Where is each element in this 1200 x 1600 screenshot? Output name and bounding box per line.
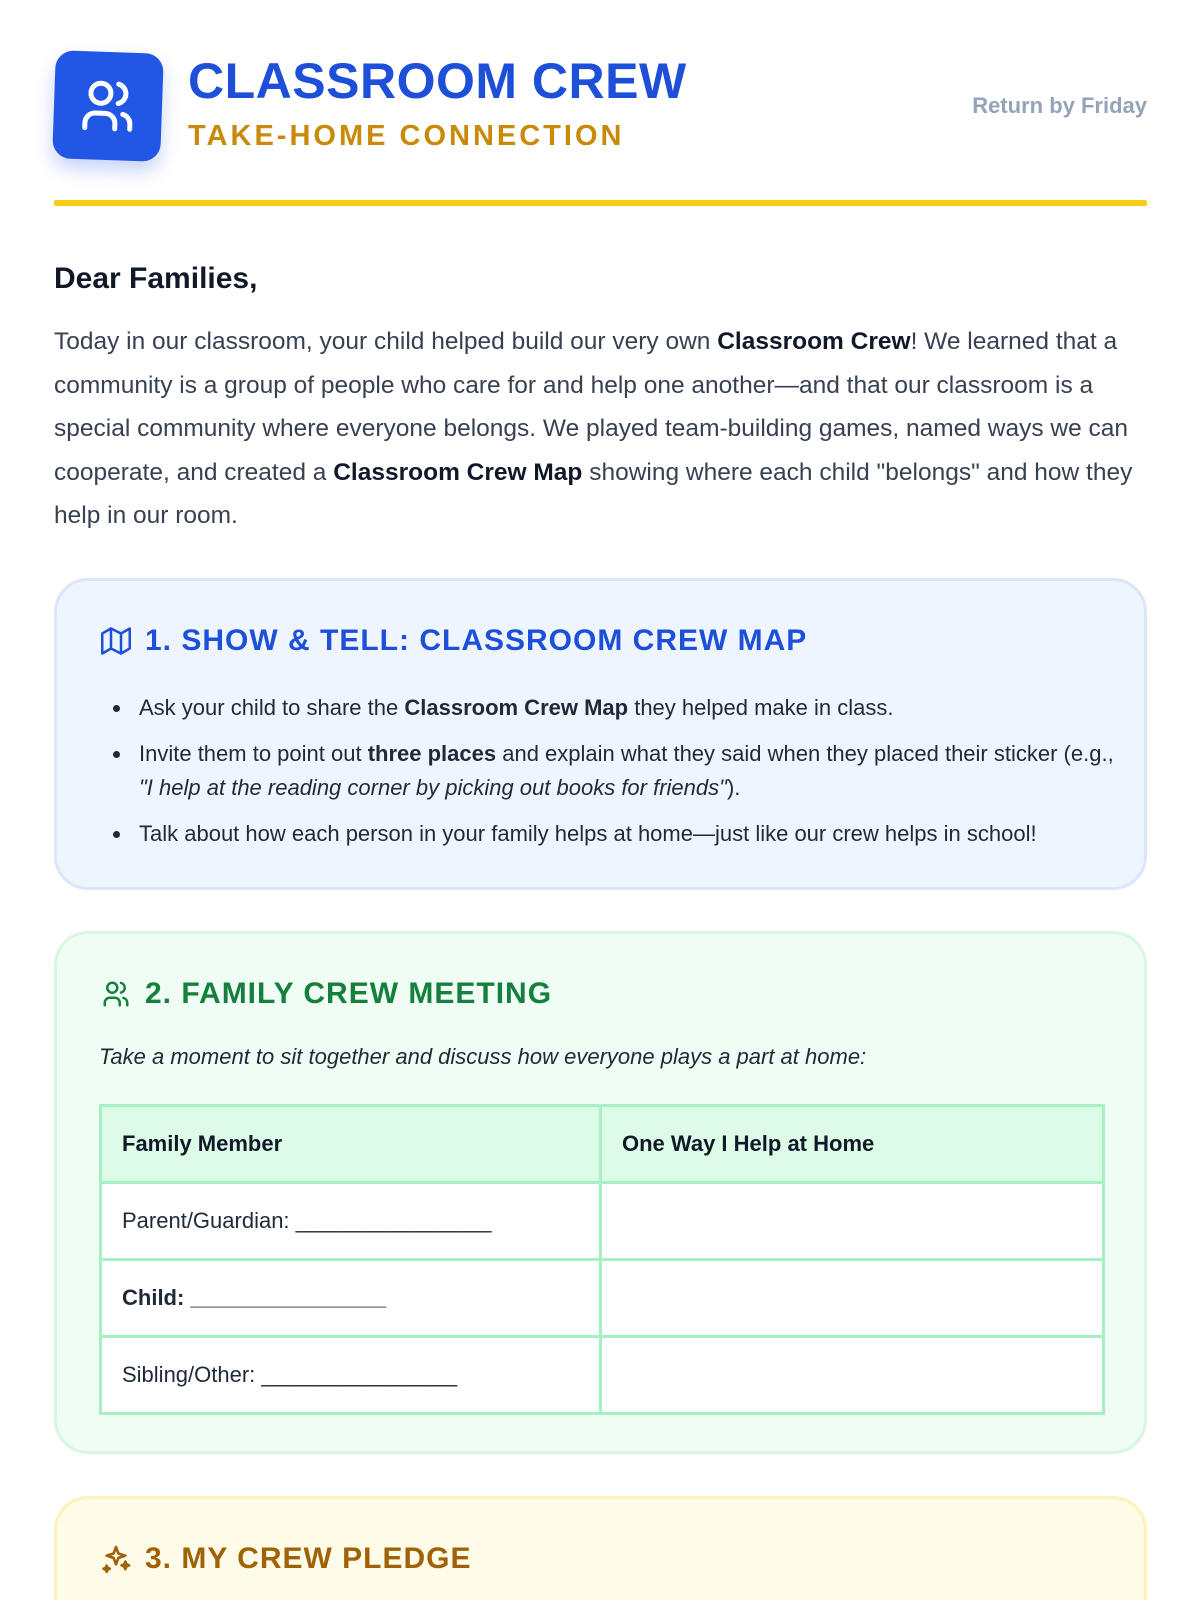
member-cell: Sibling/Other: ________________ xyxy=(101,1337,601,1414)
section-title: 1. SHOW & TELL: CLASSROOM CREW MAP xyxy=(145,624,808,657)
table-row xyxy=(101,1337,1104,1414)
table-row xyxy=(101,1183,1104,1260)
member-cell: Child: ________________ xyxy=(101,1260,601,1337)
column-header-help: One Way I Help at Home xyxy=(601,1106,1104,1183)
list-item: Talk about how each person in your family helps at home—just like our crew helps in school! xyxy=(139,817,1129,851)
section-heading xyxy=(99,623,807,659)
item-quote: "I help at the reading corner by picking out books for friends" xyxy=(139,775,727,800)
help-cell[interactable] xyxy=(601,1183,1104,1260)
return-note: Return by Friday xyxy=(972,93,1147,118)
family-meeting-section xyxy=(54,931,1147,1454)
users-icon xyxy=(99,977,133,1011)
item-text: and explain what they said when they placed their sticker (e.g., xyxy=(496,741,1114,766)
item-text: Invite them to point out xyxy=(139,741,368,766)
greeting: Dear Families, xyxy=(54,262,258,295)
section-title: 2. FAMILY CREW MEETING xyxy=(145,977,553,1010)
help-cell[interactable] xyxy=(601,1260,1104,1337)
page-title: CLASSROOM CREW xyxy=(188,53,687,109)
item-text: Ask your child to share the xyxy=(139,695,405,720)
member-cell: Parent/Guardian: ________________ xyxy=(101,1183,601,1260)
intro-bold-1: Classroom Crew xyxy=(717,328,911,355)
item-bold: Classroom Crew Map xyxy=(404,695,629,720)
logo xyxy=(52,50,164,162)
section-title: 3. MY CREW PLEDGE xyxy=(145,1542,472,1575)
column-header-member: Family Member xyxy=(101,1106,601,1183)
intro-bold-2: Classroom Crew Map xyxy=(333,458,583,486)
meeting-prompt: Take a moment to sit together and discuss how everyone plays a part at home: xyxy=(99,1044,867,1069)
sparkles-icon xyxy=(99,1542,133,1576)
item-text: ). xyxy=(726,775,741,800)
map-icon xyxy=(99,624,133,658)
list-item xyxy=(139,737,1129,805)
users-icon xyxy=(77,75,139,137)
table-row xyxy=(101,1260,1104,1337)
crew-pledge-section xyxy=(54,1496,1147,1600)
bullet-list xyxy=(139,691,1129,863)
section-heading xyxy=(99,976,552,1012)
help-cell[interactable] xyxy=(601,1337,1104,1414)
item-text: they helped make in class. xyxy=(628,695,894,720)
page-subtitle: TAKE-HOME CONNECTION xyxy=(188,120,625,152)
page-header xyxy=(54,52,1147,212)
list-item xyxy=(139,691,1129,725)
family-crew-table xyxy=(99,1104,1105,1415)
intro-paragraph xyxy=(54,320,1147,538)
item-bold: three places xyxy=(367,741,497,766)
intro-text-3: showing where each child "belongs" and how they help in our room. xyxy=(54,458,1133,529)
section-heading xyxy=(99,1541,472,1577)
intro-text-2: ! We learned that a community is a group of people who care for and help one another—and that our classroom is a special community where everyone belongs. We played team-building games, named ways we can cooperate, and created a xyxy=(54,328,1129,486)
header-divider xyxy=(54,200,1147,206)
table-header-row xyxy=(101,1106,1104,1183)
intro-text-1: Today in our classroom, your child helped build our very own xyxy=(54,328,718,355)
show-and-tell-section xyxy=(54,578,1147,890)
